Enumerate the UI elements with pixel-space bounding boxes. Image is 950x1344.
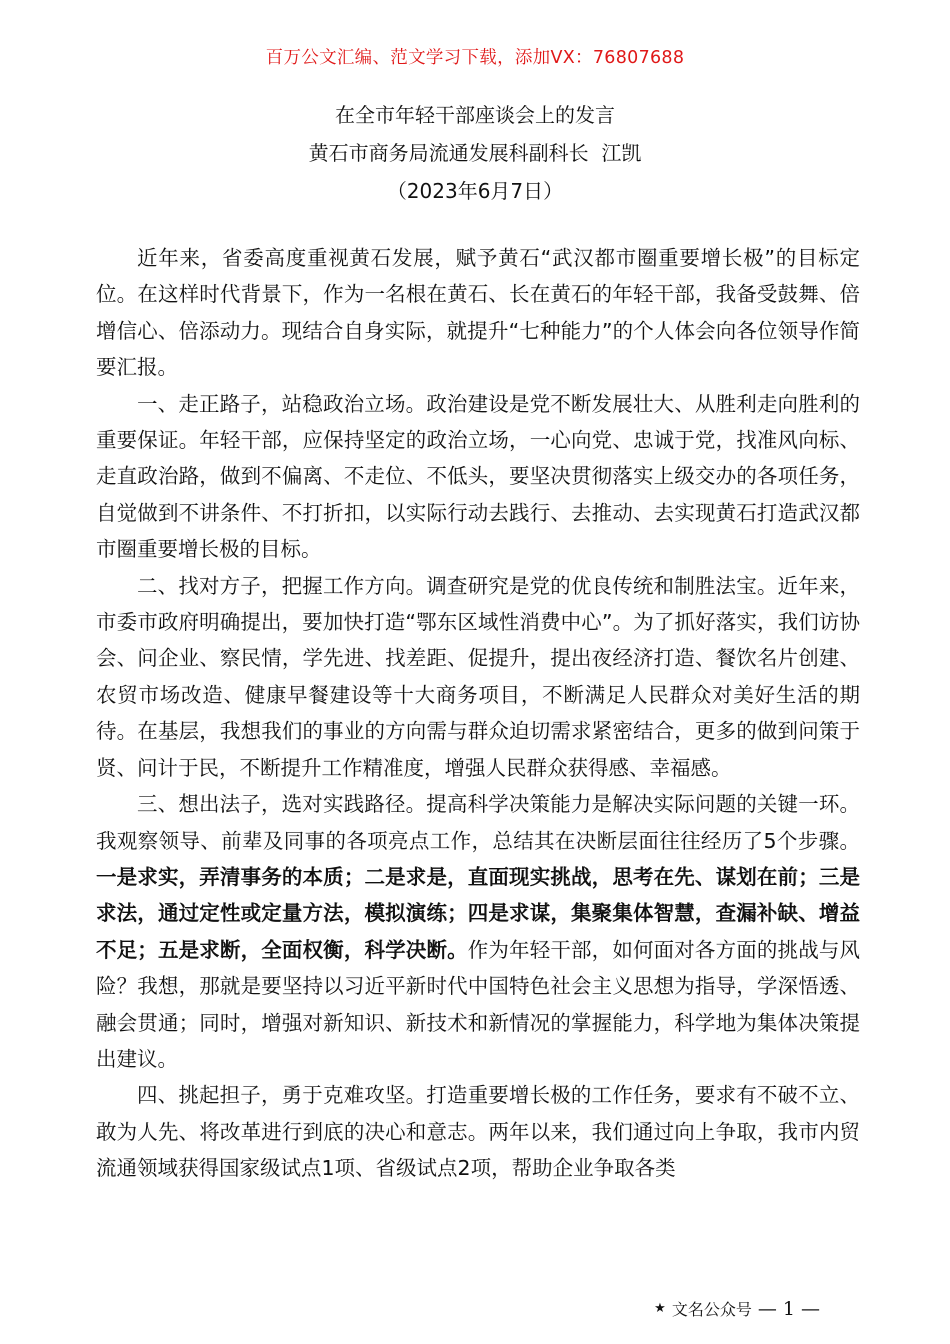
star-icon: ★ — [654, 1301, 666, 1316]
speech-date: （2023年6月7日） — [386, 179, 564, 203]
body-text — [96, 240, 860, 1187]
speech-title: 在全市年轻干部座谈会上的发言 — [335, 103, 615, 127]
paragraph-section-3 — [96, 786, 860, 1077]
section-3-tail: 作为年轻干部，如何面对各方面的挑战与风险？我想，那就是要坚持以习近平新时代中国特色社会主义思想为指导，学深悟透、融会贯通；同时，增强对新知识、新技术和新情况的掌握能力，科学地为集体决策提出建议。 — [96, 937, 860, 1071]
section-3-lead: 三、想出法子，选对实践路径。提高科学决策能力是解决实际问题的关键一环。我观察领导、前辈及同事的各项亮点工作，总结其在决断层面往往经历了5个步骤。 — [96, 792, 860, 853]
footer-label: 文名公众号 — [671, 1300, 752, 1319]
paragraph-intro: 近年来，省委高度重视黄石发展，赋予黄石“武汉都市圈重要增长极”的目标定位。在这样时代背景下，作为一名根在黄石、长在黄石的年轻干部，我备受鼓舞、倍增信心、倍添动力。现结合自身实际，就提升“七种能力”的个人体会向各位领导作简要汇报。 — [96, 246, 860, 380]
paragraph-section-4: 四、挑起担子，勇于克难攻坚。打造重要增长极的工作任务，要求有不破不立、敢为人先、将改革进行到底的决心和意志。两年以来，我们通过向上争取，我市内贸流通领域获得国家级试点1项、省级试点2项，帮助企业争取各类 — [96, 1083, 860, 1181]
watermark-banner: 百万公文汇编、范文学习下载，添加VX：76807688 — [265, 48, 685, 68]
speaker-line: 黄石市商务局流通发展科副科长 江凯 — [308, 141, 642, 165]
title-block — [0, 96, 950, 210]
page-number: — 1 — — [757, 1297, 820, 1320]
section-3-steps-bold: 一是求实，弄清事务的本质；二是求是，直面现实挑战，思考在先、谋划在前；三是求法，通过定性或定量方法，模拟演练；四是求谋，集聚集体智慧，查漏补缺、增益不足；五是求断，全面权衡，科学决断。 — [96, 864, 860, 962]
paragraph-section-1: 一、走正路子，站稳政治立场。政治建设是党不断发展壮大、从胜利走向胜利的重要保证。年轻干部，应保持坚定的政治立场，一心向党、忠诚于党，找准风向标、走直政治路，做到不偏离、不走位、不低头，要坚决贯彻落实上级交办的各项任务，自觉做到不讲条件、不打折扣，以实际行动去践行、去推动、去实现黄石打造武汉都市圈重要增长极的目标。 — [96, 391, 860, 562]
paragraph-section-2: 二、找对方子，把握工作方向。调查研究是党的优良传统和制胜法宝。近年来，市委市政府明确提出，要加快打造“鄂东区域性消费中心”。为了抓好落实，我们访协会、问企业、察民情，学先进、找差距、促提升，提出夜经济打造、餐饮名片创建、农贸市场改造、健康早餐建设等十大商务项目，不断满足人民群众对美好生活的期待。在基层，我想我们的事业的方向需与群众迫切需求紧密结合，更多的做到问策于贤、问计于民，不断提升工作精准度，增强人民群众获得感、幸福感。 — [96, 573, 860, 780]
page-footer — [654, 1297, 820, 1320]
